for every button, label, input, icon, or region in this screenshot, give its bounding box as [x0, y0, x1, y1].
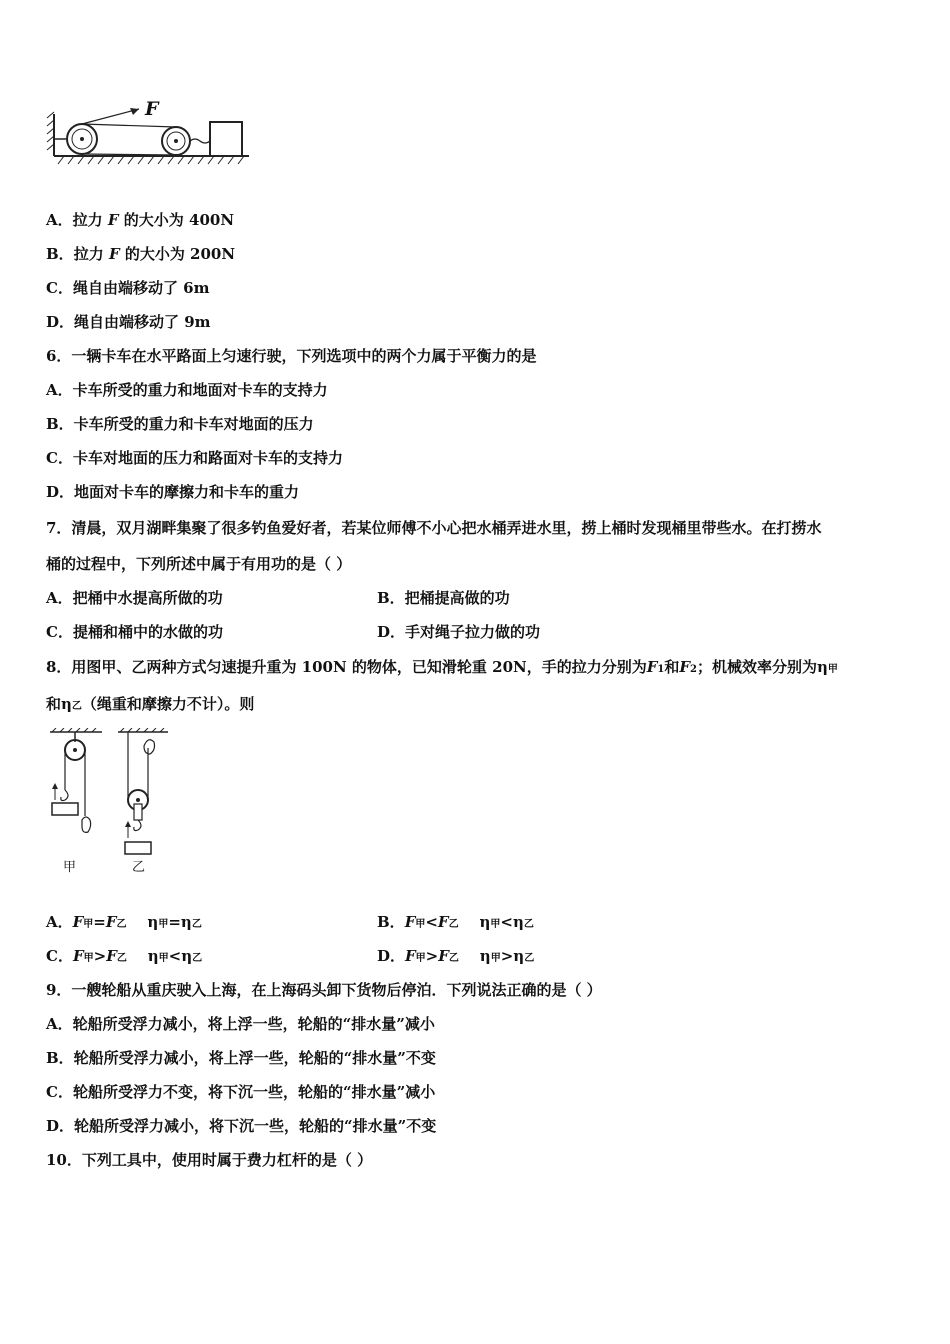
q7-option-b[interactable]: B．把桶提高做的功 — [377, 589, 510, 607]
q5-option-c[interactable]: C．绳自由端移动了 6m — [46, 279, 210, 297]
q7-option-a[interactable]: A．把桶中水提高所做的功 — [46, 589, 223, 607]
q6-stem: 6．一辆卡车在水平路面上匀速行驶，下列选项中的两个力属于平衡力的是 — [46, 347, 537, 365]
figure-label-jia: 甲 — [63, 860, 77, 875]
q7-stem-line2: 桶的过程中，下列所述中属于有用功的是（ ） — [46, 555, 352, 573]
figure-label-yi: 乙 — [132, 860, 146, 875]
force-label-f: F — [145, 98, 159, 120]
q7-option-d[interactable]: D．手对绳子拉力做的功 — [377, 623, 541, 641]
q6-option-b[interactable]: B．卡车所受的重力和卡车对地面的压力 — [46, 415, 314, 433]
q10-stem: 10．下列工具中，使用时属于费力杠杆的是（ ） — [46, 1151, 373, 1169]
q8-stem-line2: 和η乙（绳重和摩擦力不计）。则 — [46, 695, 255, 713]
q7-stem-line1: 7．清晨，双月湖畔集聚了很多钓鱼爱好者，若某位师傅不小心把水桶弄进水里，捞上桶时发现桶里带些水。在打捞水 — [46, 519, 822, 537]
q8-stem-line1: 8．用图甲、乙两种方式匀速提升重为 100N 的物体，已知滑轮重 20N，手的拉力分别为F1和F2；机械效率分别为η甲 — [46, 658, 838, 676]
q6-option-d[interactable]: D．地面对卡车的摩擦力和卡车的重力 — [46, 483, 300, 501]
q9-stem: 9．一艘轮船从重庆驶入上海，在上海码头卸下货物后停泊．下列说法正确的是（ ） — [46, 981, 602, 999]
q9-option-d[interactable]: D．轮船所受浮力减小，将下沉一些，轮船的“排水量”不变 — [46, 1117, 437, 1135]
q5-option-a[interactable]: A．拉力 F 的大小为 400N — [46, 211, 235, 229]
q7-option-c[interactable]: C．提桶和桶中的水做的功 — [46, 623, 223, 641]
q6-option-c[interactable]: C．卡车对地面的压力和路面对卡车的支持力 — [46, 449, 343, 467]
q5-option-b[interactable]: B．拉力 F 的大小为 200N — [46, 245, 236, 263]
q5-option-d[interactable]: D．绳自由端移动了 9m — [46, 313, 211, 331]
q8-option-b[interactable]: B．F甲<F乙 η甲<η乙 — [377, 913, 534, 931]
q8-option-d[interactable]: D．F甲>F乙 η甲>η乙 — [377, 947, 535, 965]
q8-option-c[interactable]: C．F甲>F乙 η甲<η乙 — [46, 947, 203, 965]
q9-option-b[interactable]: B．轮船所受浮力减小，将上浮一些，轮船的“排水量”不变 — [46, 1049, 436, 1067]
q8-option-a[interactable]: A．F甲=F乙 η甲=η乙 — [46, 913, 202, 931]
q9-option-a[interactable]: A．轮船所受浮力减小，将上浮一些，轮船的“排水量”减小 — [46, 1015, 435, 1033]
q6-option-a[interactable]: A．卡车所受的重力和地面对卡车的支持力 — [46, 381, 328, 399]
q9-option-c[interactable]: C．轮船所受浮力不变，将下沉一些，轮船的“排水量”减小 — [46, 1083, 436, 1101]
